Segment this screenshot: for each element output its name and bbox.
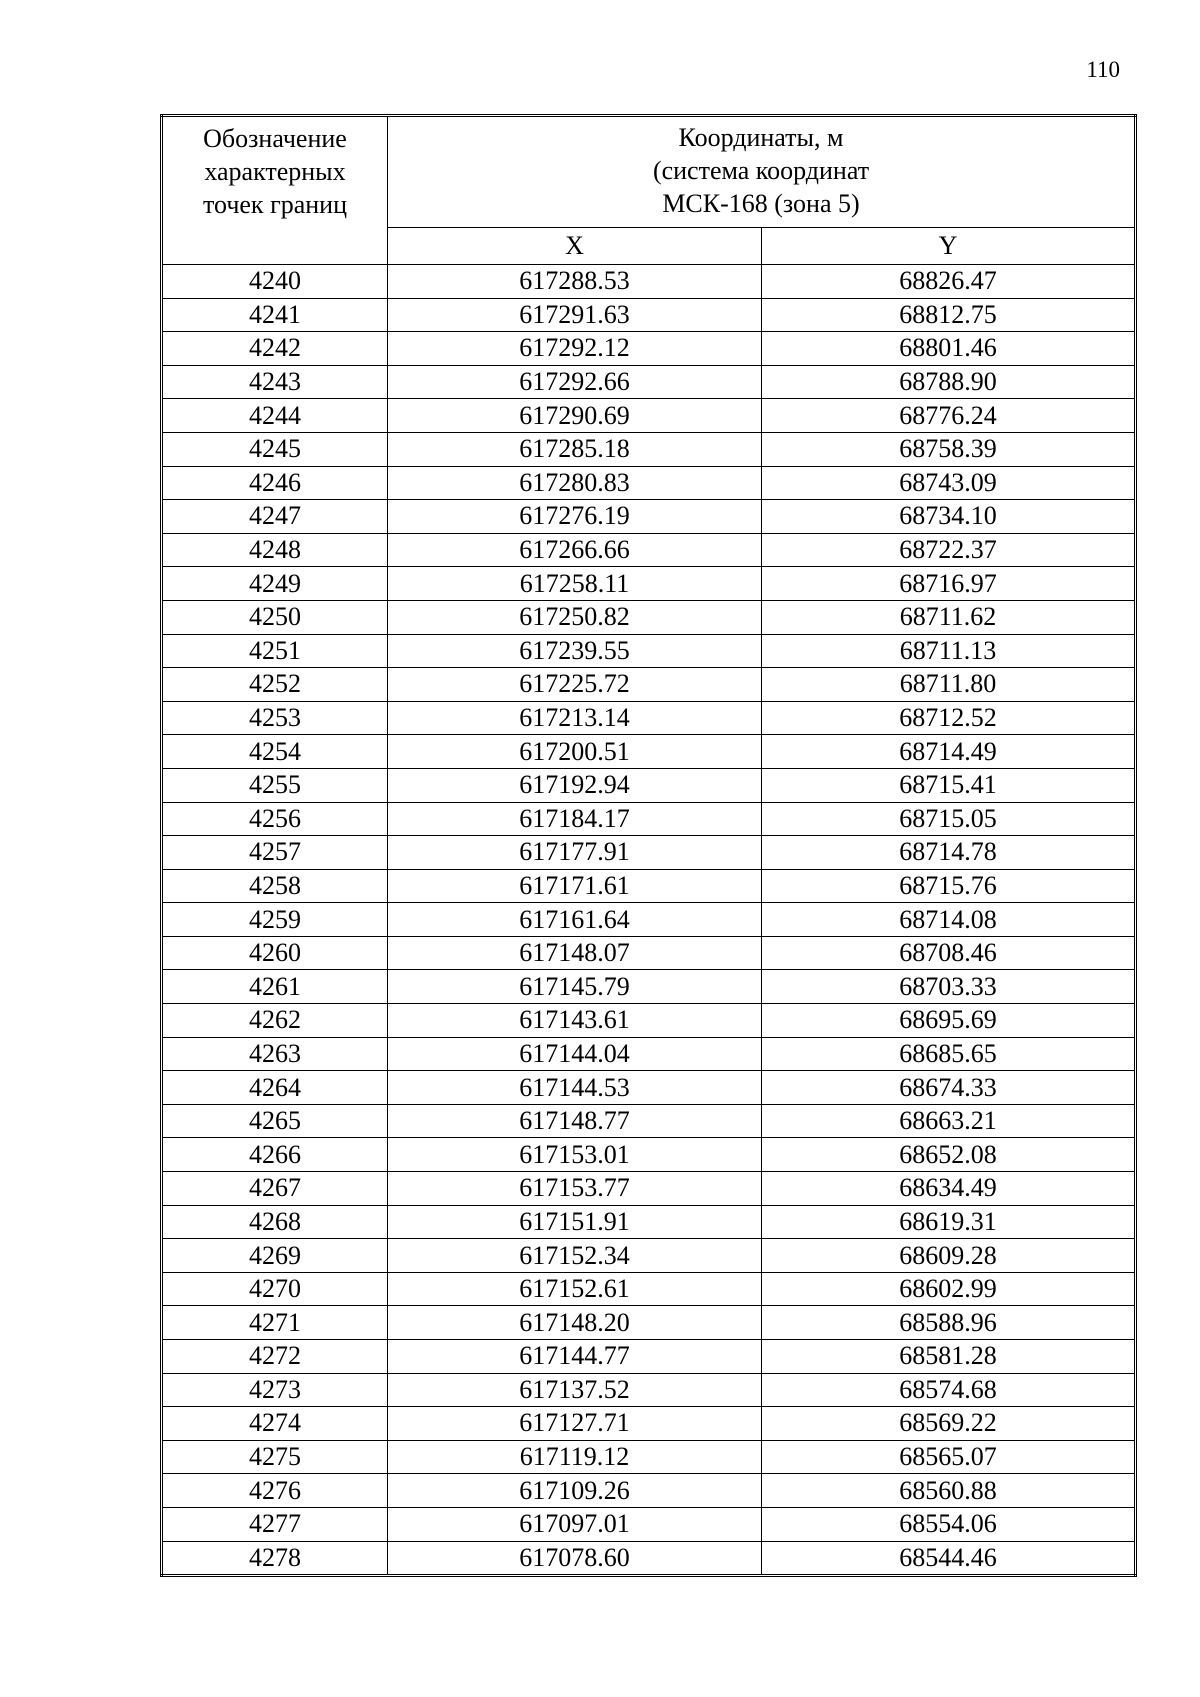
x-coordinate-cell: 617161.64: [388, 903, 762, 937]
table-row: [162, 1239, 1136, 1273]
x-coordinate-cell: 617276.19: [388, 500, 762, 534]
y-coordinate-cell: 68602.99: [762, 1272, 1136, 1306]
x-coordinate-cell: 617250.82: [388, 600, 762, 634]
point-id-cell: 4259: [162, 903, 388, 937]
point-id-cell: 4257: [162, 836, 388, 870]
table-body: [162, 265, 1136, 1576]
point-id-cell: 4270: [162, 1272, 388, 1306]
y-coordinate-cell: 68581.28: [762, 1340, 1136, 1374]
table-row: [162, 869, 1136, 903]
point-id-cell: 4240: [162, 265, 388, 299]
y-coordinate-cell: 68711.80: [762, 668, 1136, 702]
point-id-cell: 4267: [162, 1172, 388, 1206]
point-id-cell: 4260: [162, 936, 388, 970]
table-row: [162, 936, 1136, 970]
x-coordinate-cell: 617137.52: [388, 1373, 762, 1407]
x-coordinate-cell: 617171.61: [388, 869, 762, 903]
x-coordinate-cell: 617097.01: [388, 1507, 762, 1541]
point-id-cell: 4254: [162, 735, 388, 769]
y-coordinate-cell: 68674.33: [762, 1071, 1136, 1105]
point-id-cell: 4256: [162, 802, 388, 836]
table-row: [162, 1272, 1136, 1306]
points-column-header: [162, 116, 388, 265]
table-row: [162, 466, 1136, 500]
coords-header-line: (система координат: [652, 156, 870, 185]
coordinates-column-header: [388, 116, 1136, 228]
point-id-cell: 4277: [162, 1507, 388, 1541]
y-coordinate-cell: 68609.28: [762, 1239, 1136, 1273]
point-id-cell: 4243: [162, 365, 388, 399]
table-row: [162, 1071, 1136, 1105]
x-coordinate-cell: 617153.01: [388, 1138, 762, 1172]
y-coordinate-cell: 68801.46: [762, 332, 1136, 366]
y-coordinate-cell: 68722.37: [762, 533, 1136, 567]
table-row: [162, 1172, 1136, 1206]
points-header-line: точек границ: [202, 190, 348, 219]
point-id-cell: 4255: [162, 768, 388, 802]
table-row: [162, 1306, 1136, 1340]
point-id-cell: 4265: [162, 1104, 388, 1138]
point-id-cell: 4244: [162, 399, 388, 433]
table-row: [162, 1440, 1136, 1474]
table-row: [162, 1373, 1136, 1407]
y-coordinate-cell: 68588.96: [762, 1306, 1136, 1340]
point-id-cell: 4274: [162, 1407, 388, 1441]
y-coordinate-cell: 68714.08: [762, 903, 1136, 937]
point-id-cell: 4278: [162, 1541, 388, 1576]
point-id-cell: 4241: [162, 298, 388, 332]
x-coordinate-cell: 617148.07: [388, 936, 762, 970]
page-number: 110: [1086, 57, 1120, 82]
point-id-cell: 4266: [162, 1138, 388, 1172]
x-coordinate-cell: 617148.77: [388, 1104, 762, 1138]
y-coordinate-cell: 68703.33: [762, 970, 1136, 1004]
x-coordinate-cell: 617192.94: [388, 768, 762, 802]
point-id-cell: 4269: [162, 1239, 388, 1273]
x-coordinate-cell: 617292.12: [388, 332, 762, 366]
y-coordinate-cell: 68565.07: [762, 1440, 1136, 1474]
x-coordinate-cell: 617200.51: [388, 735, 762, 769]
x-coordinate-cell: 617148.20: [388, 1306, 762, 1340]
point-id-cell: 4242: [162, 332, 388, 366]
table-row: [162, 600, 1136, 634]
point-id-cell: 4250: [162, 600, 388, 634]
table-row: [162, 1507, 1136, 1541]
table-row: [162, 1104, 1136, 1138]
x-coordinate-cell: 617109.26: [388, 1474, 762, 1508]
table-row: [162, 365, 1136, 399]
y-coordinate-cell: 68560.88: [762, 1474, 1136, 1508]
table-row: [162, 1138, 1136, 1172]
y-coordinate-cell: 68715.76: [762, 869, 1136, 903]
table-row: [162, 1407, 1136, 1441]
y-coordinate-cell: 68634.49: [762, 1172, 1136, 1206]
points-header-line: Обозначение: [203, 124, 347, 153]
point-id-cell: 4258: [162, 869, 388, 903]
point-id-cell: 4263: [162, 1037, 388, 1071]
x-coordinate-cell: 617285.18: [388, 432, 762, 466]
x-coordinate-cell: 617145.79: [388, 970, 762, 1004]
table-row: [162, 567, 1136, 601]
table-row: [162, 802, 1136, 836]
x-coordinate-cell: 617152.34: [388, 1239, 762, 1273]
table-row: [162, 332, 1136, 366]
table-row: [162, 1004, 1136, 1038]
coords-header-line: Координаты, м: [678, 123, 844, 152]
point-id-cell: 4247: [162, 500, 388, 534]
table-row: [162, 399, 1136, 433]
table-row: [162, 1474, 1136, 1508]
point-id-cell: 4246: [162, 466, 388, 500]
y-coordinate-cell: 68715.05: [762, 802, 1136, 836]
table-row: [162, 634, 1136, 668]
point-id-cell: 4251: [162, 634, 388, 668]
y-coordinate-cell: 68619.31: [762, 1205, 1136, 1239]
y-coordinate-cell: 68712.52: [762, 701, 1136, 735]
points-header-line: характерных: [204, 157, 346, 186]
point-id-cell: 4261: [162, 970, 388, 1004]
point-id-cell: 4273: [162, 1373, 388, 1407]
y-coordinate-cell: 68826.47: [762, 265, 1136, 299]
y-coordinate-cell: 68734.10: [762, 500, 1136, 534]
table-row: [162, 298, 1136, 332]
x-coordinate-cell: 617280.83: [388, 466, 762, 500]
y-coordinate-cell: 68714.49: [762, 735, 1136, 769]
y-column-header: Y: [762, 228, 1136, 265]
x-coordinate-cell: 617144.53: [388, 1071, 762, 1105]
table-row: [162, 668, 1136, 702]
x-coordinate-cell: 617184.17: [388, 802, 762, 836]
table-row: [162, 265, 1136, 299]
y-coordinate-cell: 68574.68: [762, 1373, 1136, 1407]
coordinates-table: [160, 114, 1137, 1577]
table-row: [162, 500, 1136, 534]
table-row: [162, 768, 1136, 802]
x-coordinate-cell: 617078.60: [388, 1541, 762, 1576]
x-coordinate-cell: 617152.61: [388, 1272, 762, 1306]
point-id-cell: 4272: [162, 1340, 388, 1374]
y-coordinate-cell: 68788.90: [762, 365, 1136, 399]
table-row: [162, 1037, 1136, 1071]
y-coordinate-cell: 68708.46: [762, 936, 1136, 970]
y-coordinate-cell: 68695.69: [762, 1004, 1136, 1038]
x-coordinate-cell: 617225.72: [388, 668, 762, 702]
x-coordinate-cell: 617143.61: [388, 1004, 762, 1038]
point-id-cell: 4264: [162, 1071, 388, 1105]
y-coordinate-cell: 68812.75: [762, 298, 1136, 332]
x-coordinate-cell: 617292.66: [388, 365, 762, 399]
coords-header-line: МСК-168 (зона 5): [662, 189, 860, 218]
x-coordinate-cell: 617291.63: [388, 298, 762, 332]
point-id-cell: 4245: [162, 432, 388, 466]
point-id-cell: 4268: [162, 1205, 388, 1239]
point-id-cell: 4275: [162, 1440, 388, 1474]
point-id-cell: 4249: [162, 567, 388, 601]
table-row: [162, 836, 1136, 870]
y-coordinate-cell: 68716.97: [762, 567, 1136, 601]
table-row: [162, 903, 1136, 937]
y-coordinate-cell: 68569.22: [762, 1407, 1136, 1441]
x-coordinate-cell: 617127.71: [388, 1407, 762, 1441]
x-coordinate-cell: 617288.53: [388, 265, 762, 299]
y-coordinate-cell: 68714.78: [762, 836, 1136, 870]
point-id-cell: 4253: [162, 701, 388, 735]
y-coordinate-cell: 68685.65: [762, 1037, 1136, 1071]
x-coordinate-cell: 617239.55: [388, 634, 762, 668]
y-coordinate-cell: 68663.21: [762, 1104, 1136, 1138]
x-coordinate-cell: 617177.91: [388, 836, 762, 870]
y-coordinate-cell: 68544.46: [762, 1541, 1136, 1576]
point-id-cell: 4248: [162, 533, 388, 567]
y-coordinate-cell: 68776.24: [762, 399, 1136, 433]
table-row: [162, 1541, 1136, 1576]
x-coordinate-cell: 617258.11: [388, 567, 762, 601]
y-coordinate-cell: 68743.09: [762, 466, 1136, 500]
x-coordinate-cell: 617213.14: [388, 701, 762, 735]
x-coordinate-cell: 617290.69: [388, 399, 762, 433]
x-coordinate-cell: 617153.77: [388, 1172, 762, 1206]
table-row: [162, 701, 1136, 735]
table-row: [162, 533, 1136, 567]
x-coordinate-cell: 617151.91: [388, 1205, 762, 1239]
x-coordinate-cell: 617144.77: [388, 1340, 762, 1374]
x-coordinate-cell: 617266.66: [388, 533, 762, 567]
y-coordinate-cell: 68758.39: [762, 432, 1136, 466]
point-id-cell: 4276: [162, 1474, 388, 1508]
point-id-cell: 4252: [162, 668, 388, 702]
table-row: [162, 432, 1136, 466]
point-id-cell: 4271: [162, 1306, 388, 1340]
x-coordinate-cell: 617119.12: [388, 1440, 762, 1474]
table-row: [162, 735, 1136, 769]
table-row: [162, 1340, 1136, 1374]
y-coordinate-cell: 68711.13: [762, 634, 1136, 668]
y-coordinate-cell: 68711.62: [762, 600, 1136, 634]
table-row: [162, 970, 1136, 1004]
point-id-cell: 4262: [162, 1004, 388, 1038]
x-column-header: X: [388, 228, 762, 265]
y-coordinate-cell: 68715.41: [762, 768, 1136, 802]
y-coordinate-cell: 68652.08: [762, 1138, 1136, 1172]
x-coordinate-cell: 617144.04: [388, 1037, 762, 1071]
y-coordinate-cell: 68554.06: [762, 1507, 1136, 1541]
table-row: [162, 1205, 1136, 1239]
table-header: [162, 116, 1136, 265]
